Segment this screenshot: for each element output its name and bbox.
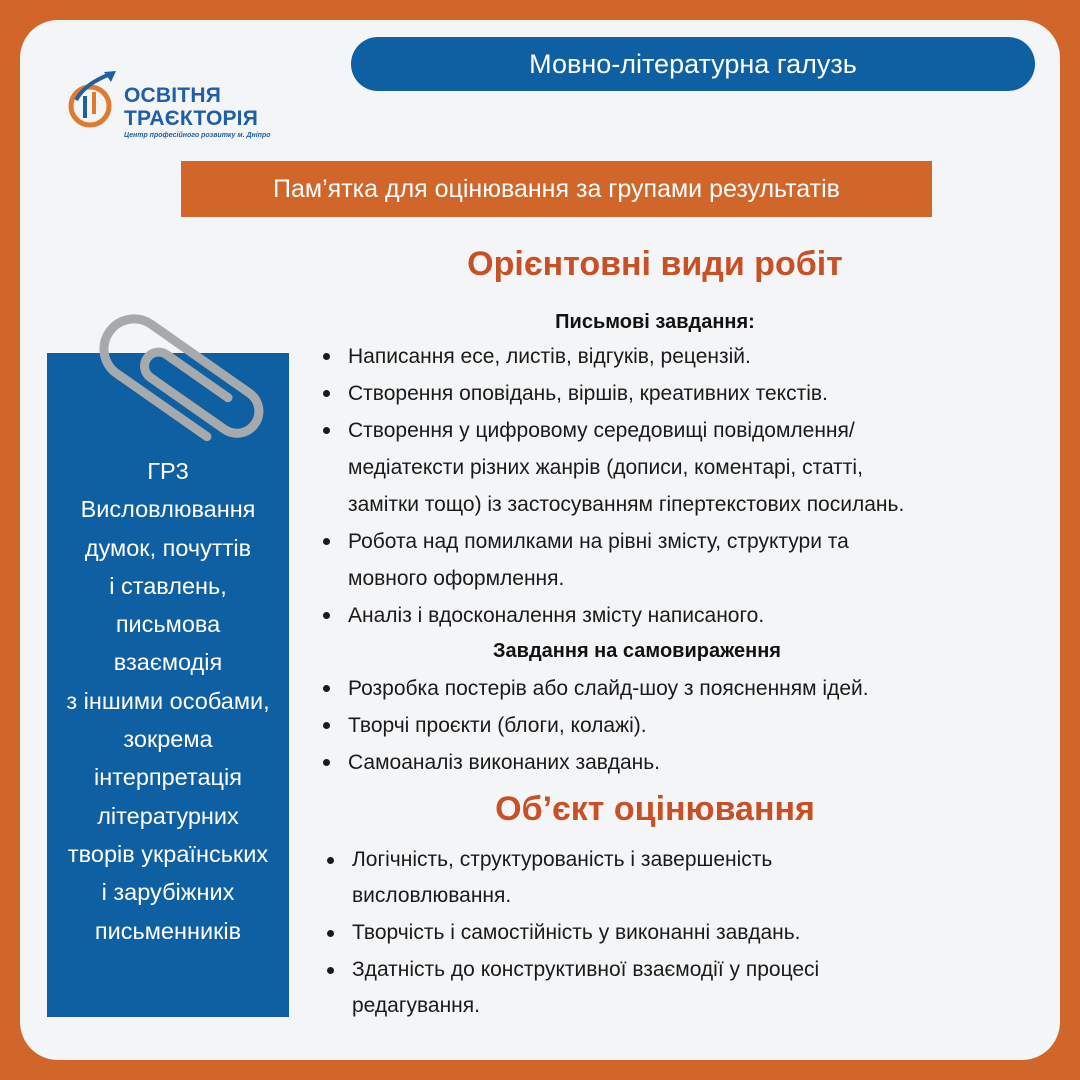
group-line: взаємодія [113, 649, 223, 676]
list-item: Робота над помилками на рівні змісту, структури та [322, 523, 849, 560]
group-line: і ставлень, [109, 572, 227, 599]
works-heading: Орієнтовні види робіт [467, 245, 843, 283]
list-item: Створення оповідань, віршів, креативних текстів. [322, 375, 855, 412]
written-tasks-list-cont [322, 523, 849, 560]
self-expression-list [322, 670, 869, 781]
group-line: з іншими особами, [66, 687, 270, 714]
written-tasks-list-end [322, 597, 764, 634]
paperclip-icon [82, 305, 282, 465]
group-line: ГР3 [147, 458, 189, 484]
group-line: письмова [115, 611, 221, 638]
list-item: Творчі проєкти (блоги, колажі). [322, 707, 869, 744]
trajectory-logo-icon [66, 70, 124, 132]
list-item-continuation: замітки тощо) із застосуванням гіпертекстових посилань. [348, 493, 905, 516]
list-item-continuation: мовного оформлення. [348, 567, 565, 590]
list-item: Написання есе, листів, відгуків, рецензій. [322, 338, 855, 375]
written-tasks-list [322, 338, 855, 449]
list-item-continuation: медіатексти різних жанрів (дописи, коментарі, статті, [348, 456, 863, 479]
group-line: думок, почуттів [84, 534, 252, 561]
list-item: Здатність до конструктивної взаємодії у процесі редагування. [326, 952, 932, 1024]
written-tasks-heading: Письмові завдання: [555, 311, 755, 333]
object-heading: Об’єкт оцінювання [495, 790, 815, 828]
memo-banner: Пам’ятка для оцінювання за групами результатів [181, 161, 932, 217]
domain-title: Мовно-літературна галузь [351, 37, 1035, 91]
group-line: творів українських [67, 840, 269, 867]
group-line: і зарубіжних [101, 879, 235, 906]
logo [66, 66, 296, 146]
list-item: Логічність, структурованість і завершеність висловлювання. [326, 842, 882, 914]
logo-title-line1: ОСВІТНЯ [124, 84, 221, 107]
list-item: Створення у цифровому середовищі повідомлення/ [322, 412, 855, 449]
memo-card [20, 20, 1060, 1060]
list-item: Самоаналіз виконаних завдань. [322, 744, 869, 781]
group-line: Висловлювання [80, 496, 256, 523]
self-expression-heading: Завдання на самовираження [493, 640, 781, 662]
list-item: Розробка постерів або слайд-шоу з поясненням ідей. [322, 670, 869, 707]
group-line: зокрема [123, 726, 213, 753]
logo-title-line2: ТРАЄКТОРІЯ [124, 107, 259, 130]
group-description [47, 452, 289, 950]
list-item: Творчість і самостійність у виконанні завдань. [326, 915, 1016, 951]
list-item: Аналіз і вдосконалення змісту написаного. [322, 597, 764, 634]
object-list [326, 842, 1016, 1025]
group-line: письменників [94, 917, 242, 944]
group-line: інтерпретація [94, 764, 242, 791]
logo-subtitle: Центр професійного розвитку м. Дніпро [124, 132, 271, 139]
group-line: літературних [97, 802, 239, 829]
